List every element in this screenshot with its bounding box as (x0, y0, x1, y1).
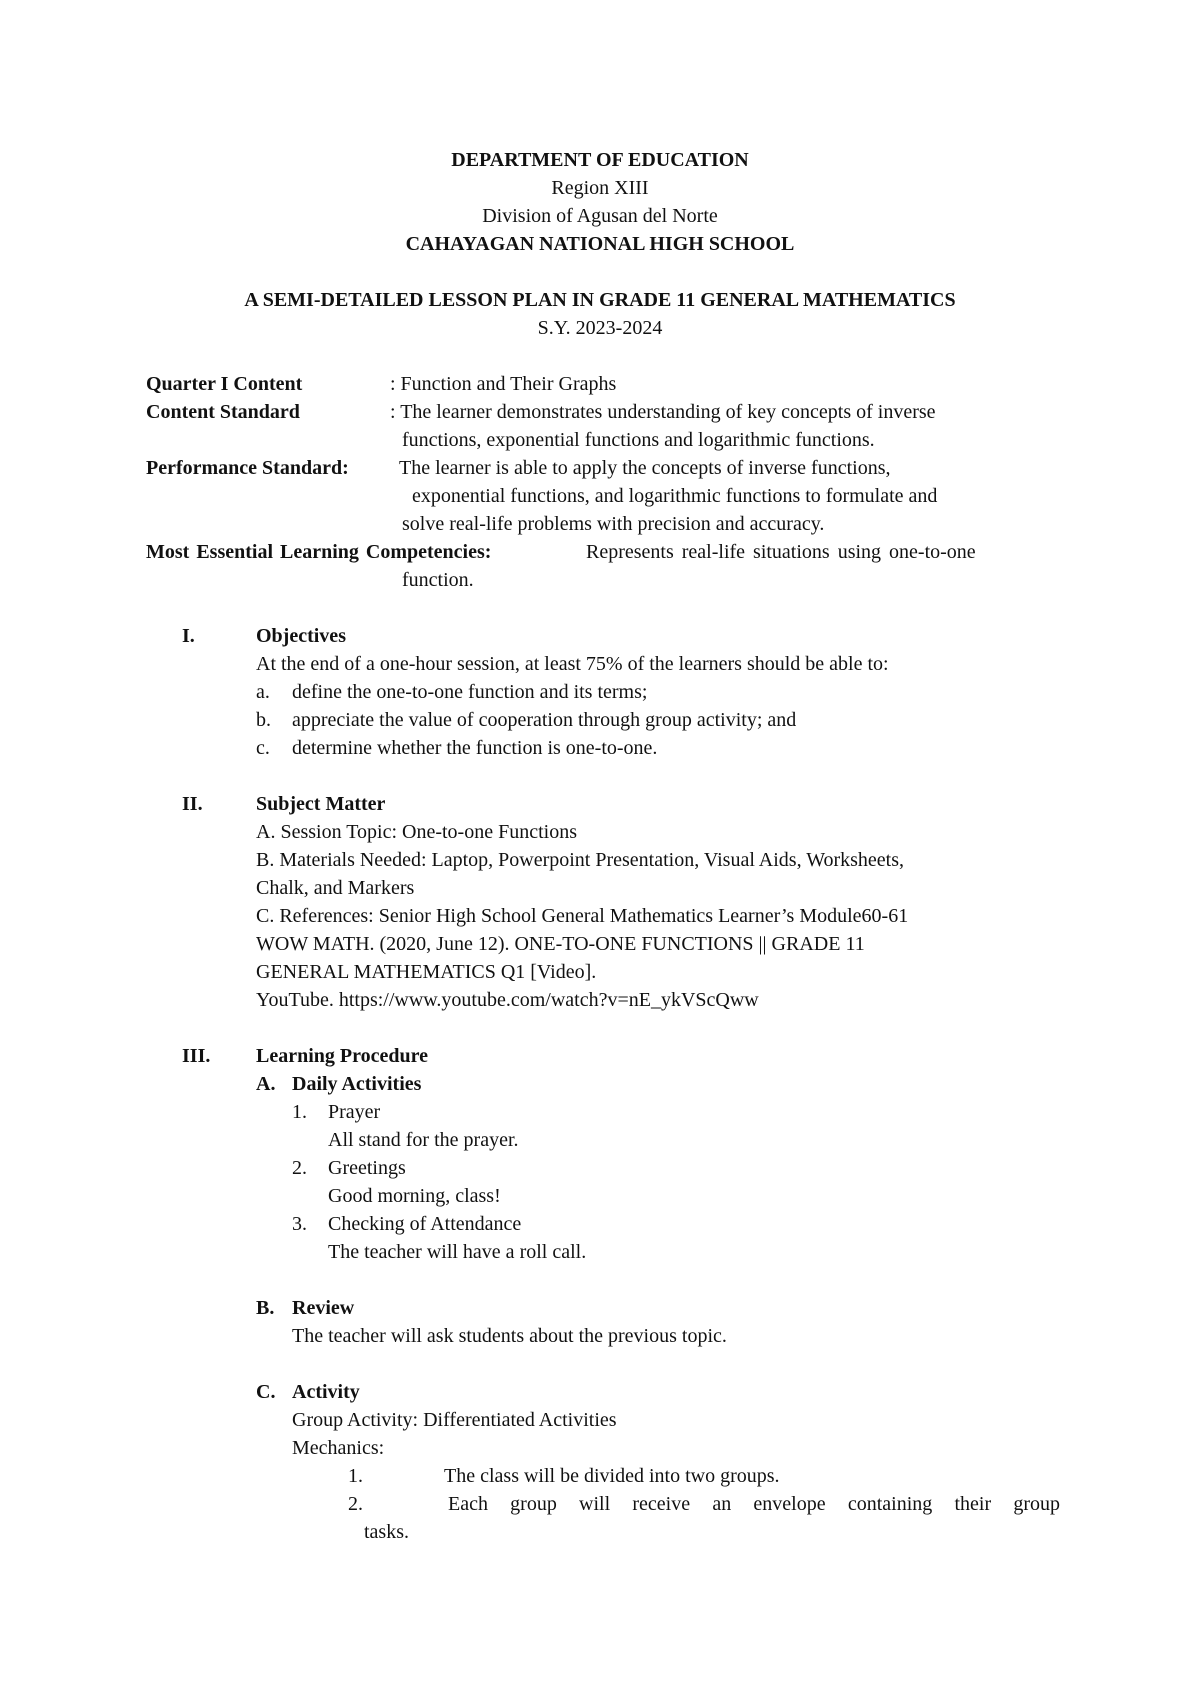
department-heading: DEPARTMENT OF EDUCATION (451, 149, 749, 171)
review-text: The teacher will ask students about the previous topic. (292, 1325, 727, 1347)
activity-heading: Activity (292, 1381, 360, 1403)
subsection-marker: A. (256, 1073, 276, 1095)
subsection-marker: C. (256, 1381, 276, 1403)
lesson-plan-title: A SEMI-DETAILED LESSON PLAN IN GRADE 11 GENERAL MATHEMATICS (244, 289, 956, 311)
daily-item-marker: 3. (292, 1213, 307, 1235)
references-line1: C. References: Senior High School General Mathematics Learner’s Module60-61 (256, 905, 909, 927)
daily-item-marker: 1. (292, 1101, 307, 1123)
daily-item-detail: Good morning, class! (328, 1185, 501, 1207)
performance-standard-line1: The learner is able to apply the concepts of inverse functions, (399, 457, 891, 479)
performance-standard-line3: solve real-life problems with precision and accuracy. (402, 513, 825, 535)
references-line3: GENERAL MATHEMATICS Q1 [Video]. (256, 961, 597, 983)
school-name: CAHAYAGAN NATIONAL HIGH SCHOOL (405, 233, 795, 255)
mechanics-step: The class will be divided into two groups. (444, 1465, 780, 1487)
materials-line1: B. Materials Needed: Laptop, Powerpoint Presentation, Visual Aids, Worksheets, (256, 849, 905, 871)
activity-line1: Group Activity: Differentiated Activities (292, 1409, 617, 1431)
objective-marker: b. (256, 709, 271, 731)
references-link[interactable]: YouTube. https://www.youtube.com/watch?v=nE_ykVScQww (256, 989, 759, 1011)
objectives-heading: Objectives (256, 625, 346, 647)
mechanics-step-marker: 1. (348, 1465, 363, 1487)
content-standard-line2: functions, exponential functions and logarithmic functions. (402, 429, 875, 451)
objective-marker: c. (256, 737, 270, 759)
learning-procedure-heading: Learning Procedure (256, 1045, 429, 1067)
materials-line2: Chalk, and Markers (256, 877, 415, 899)
daily-item-marker: 2. (292, 1157, 307, 1179)
daily-item-title: Checking of Attendance (328, 1213, 522, 1235)
references-line2: WOW MATH. (2020, June 12). ONE-TO-ONE FUNCTIONS || GRADE 11 (256, 933, 865, 955)
daily-activities-heading: Daily Activities (292, 1073, 422, 1095)
melc-label: Most Essential Learning Competencies: (146, 541, 492, 563)
division-line: Division of Agusan del Norte (482, 205, 718, 227)
subsection-marker: B. (256, 1297, 275, 1319)
session-topic: A. Session Topic: One-to-one Functions (256, 821, 577, 843)
section-numeral-1: I. (182, 625, 195, 647)
activity-line2: Mechanics: (292, 1437, 385, 1459)
objective-item: define the one-to-one function and its terms; (292, 681, 648, 703)
quarter-label: Quarter I Content (146, 373, 303, 395)
daily-item-detail: The teacher will have a roll call. (328, 1241, 587, 1263)
daily-item-detail: All stand for the prayer. (328, 1129, 519, 1151)
objective-marker: a. (256, 681, 270, 703)
section-numeral-3: III. (182, 1045, 211, 1067)
melc-line2: function. (402, 569, 474, 591)
performance-standard-label: Performance Standard: (146, 457, 349, 479)
mechanics-step-continuation: tasks. (364, 1521, 409, 1543)
region-line: Region XIII (551, 177, 649, 199)
quarter-value: : Function and Their Graphs (390, 373, 617, 395)
section-numeral-2: II. (182, 793, 203, 815)
mechanics-step: Each group will receive an envelope containing their group (448, 1493, 1060, 1515)
mechanics-step-marker: 2. (348, 1493, 363, 1515)
content-standard-label: Content Standard (146, 401, 300, 423)
content-standard-line1: : The learner demonstrates understanding of key concepts of inverse (390, 401, 936, 423)
daily-item-title: Prayer (328, 1101, 381, 1123)
subject-matter-heading: Subject Matter (256, 793, 386, 815)
objectives-intro: At the end of a one-hour session, at least 75% of the learners should be able to: (256, 653, 889, 675)
objective-item: determine whether the function is one-to-one. (292, 737, 658, 759)
review-heading: Review (292, 1297, 355, 1319)
melc-line1: Represents real-life situations using one-to-one (586, 541, 976, 563)
daily-item-title: Greetings (328, 1157, 406, 1179)
school-year: S.Y. 2023-2024 (537, 317, 663, 339)
performance-standard-line2: exponential functions, and logarithmic functions to formulate and (412, 485, 938, 507)
objective-item: appreciate the value of cooperation through group activity; and (292, 709, 797, 731)
